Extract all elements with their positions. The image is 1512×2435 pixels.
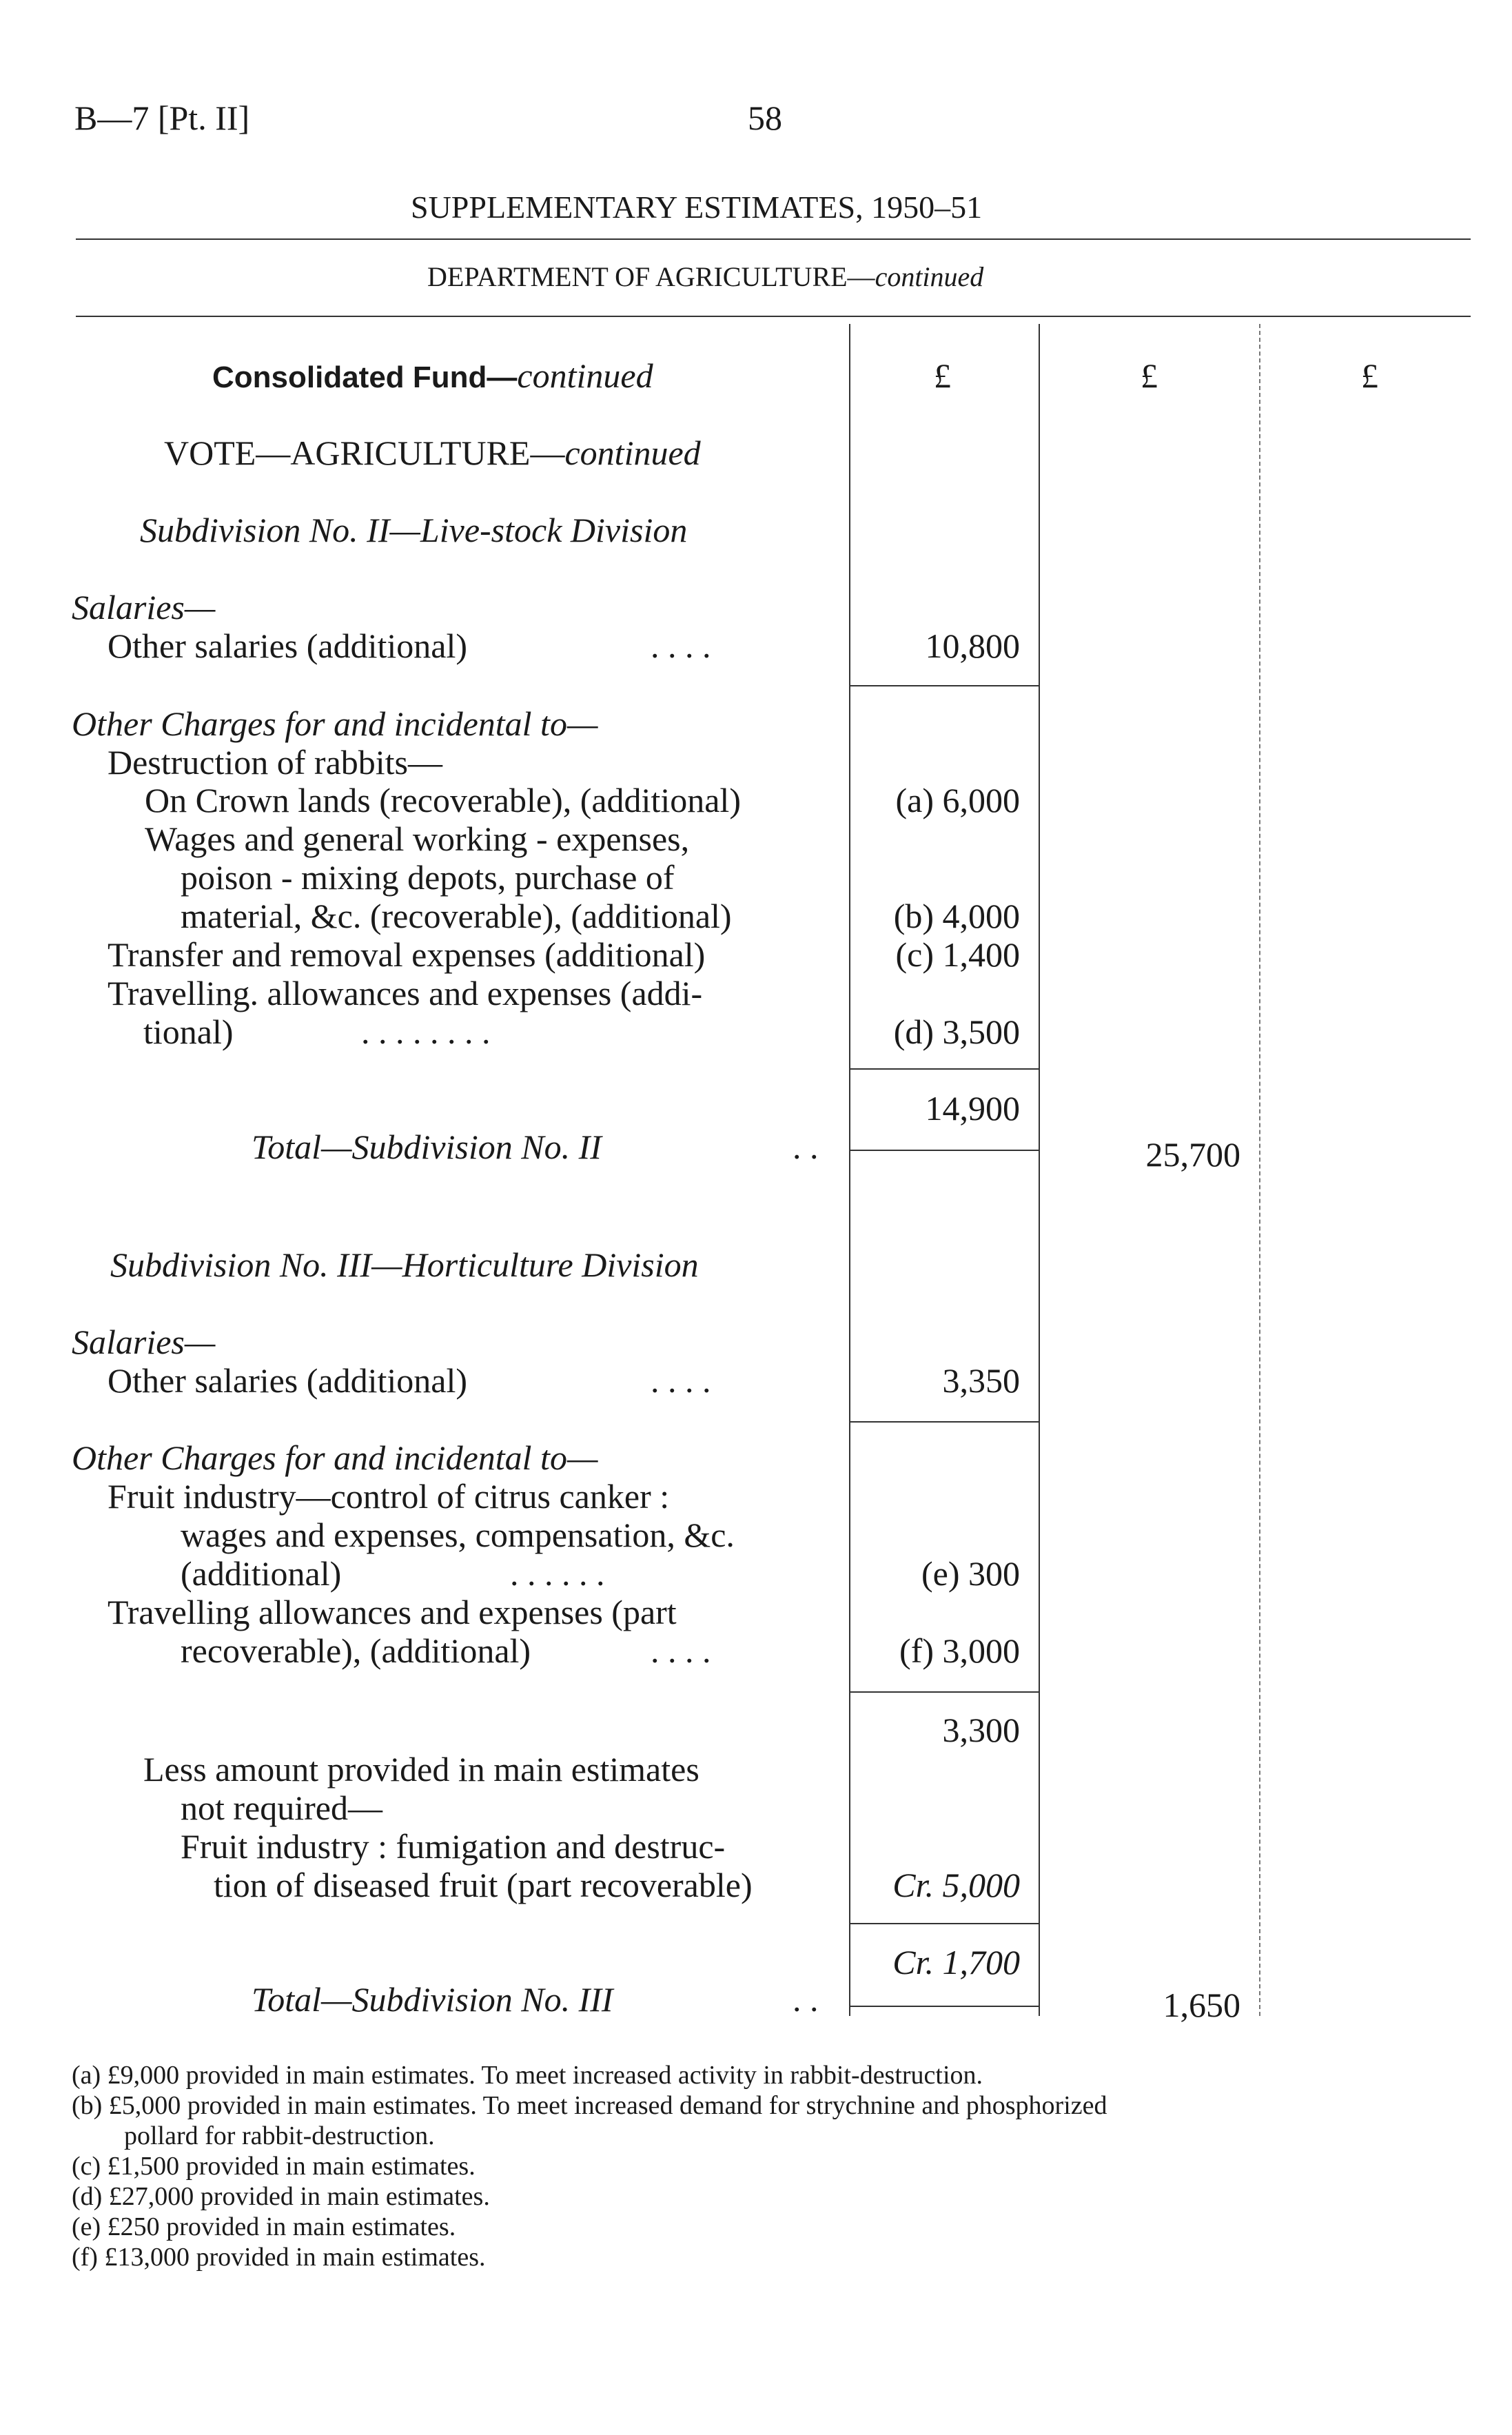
sub3-less-line1: Less amount provided in main estimates [143,1750,699,1789]
sub3-less-line2: not required— [181,1789,382,1827]
column-rule-3 [1259,324,1260,2016]
sub3-rule-2 [849,1691,1039,1693]
sub2-salaries-heading: Salaries— [72,588,216,626]
sub2-wages-line3: material, &c. (recoverable), (additional) [181,897,732,935]
sub2-wages-value: (b) 4,000 [893,897,1020,935]
sub2-crown-lands-value: (a) 6,000 [895,781,1020,819]
fund-heading: Consolidated Fund—continued [212,356,653,395]
footnote-b: (b) £5,000 provided in main estimates. To meet increased demand for strychnine and phosphorized [72,2091,1107,2120]
sub3-travel-line2: recoverable), (additional) [181,1631,531,1670]
sub3-less-line4: tion of diseased fruit (part recoverable) [214,1866,753,1904]
leader-dots: . . . . . . [510,1554,605,1593]
sub3-net-value: Cr. 1,700 [892,1943,1020,1981]
sub2-travel-line1: Travelling. allowances and expenses (addi- [108,974,703,1012]
page-title: SUPPLEMENTARY ESTIMATES, 1950–51 [411,190,983,225]
sub3-other-salaries-value: 3,350 [942,1361,1020,1400]
sub2-subtotal: 14,900 [925,1089,1020,1128]
sub2-total-label: Total—Subdivision No. II [252,1128,602,1166]
sub3-charges-heading: Other Charges for and incidental to— [72,1438,598,1477]
department-heading: DEPARTMENT OF AGRICULTURE—continued [427,261,984,292]
sub3-travel-line1: Travelling allowances and expenses (part [108,1593,677,1631]
footnote-b-cont: pollard for rabbit-destruction. [124,2121,435,2150]
sub2-wages-line2: poison - mixing depots, purchase of [181,858,675,897]
leader-dots: . . . . . . . . [361,1012,491,1051]
sub2-rule-2 [849,1068,1039,1070]
column-2-currency: £ [1141,356,1158,395]
sub2-travel-line2: tional) [143,1012,234,1051]
leader-dots: . . . . [651,1631,711,1670]
page-number: 58 [748,99,782,137]
leader-dots: . . . . [651,626,711,665]
sub2-rule-1 [849,685,1039,686]
footnote-e: (e) £250 provided in main estimates. [72,2212,456,2241]
sub3-total-value: 1,650 [1163,1986,1240,2024]
title-rule [76,238,1471,240]
sub3-rule-4 [849,2006,1039,2007]
sub3-other-salaries: Other salaries (additional) [108,1361,468,1400]
sub2-total-value: 25,700 [1145,1135,1240,1174]
sub3-less-value: Cr. 5,000 [892,1866,1020,1904]
department-rule [76,316,1471,317]
sub3-subtotal: 3,300 [942,1711,1020,1749]
column-rule-1 [849,324,850,2016]
sub2-crown-lands: On Crown lands (recoverable), (additional) [145,781,741,819]
sub3-travel-value: (f) 3,000 [899,1631,1020,1670]
footnote-d: (d) £27,000 provided in main estimates. [72,2182,490,2211]
sub2-other-salaries: Other salaries (additional) [108,626,468,665]
footnote-a: (a) £9,000 provided in main estimates. To meet increased activity in rabbit-destruction. [72,2061,983,2090]
footnote-c: (c) £1,500 provided in main estimates. [72,2152,476,2181]
sub2-destruction-heading: Destruction of rabbits— [108,743,443,782]
sub3-less-line3: Fruit industry : fumigation and destruc- [181,1827,726,1866]
sub3-salaries-heading: Salaries— [72,1323,216,1361]
footnote-f: (f) £13,000 provided in main estimates. [72,2243,486,2272]
sub3-fruit-line1: Fruit industry—control of citrus canker : [108,1477,670,1516]
sub3-fruit-value: (e) 300 [921,1554,1020,1593]
vote-heading: VOTE—AGRICULTURE—continued [164,434,701,472]
sub3-total-label: Total—Subdivision No. III [252,1980,613,2019]
sub3-rule-1 [849,1421,1039,1423]
subdivision-3-heading: Subdivision No. III—Horticulture Division [110,1245,699,1284]
leader-dots: . . [793,1128,819,1166]
sub2-wages-line1: Wages and general working - expenses, [145,819,690,858]
leader-dots: . . [793,1980,819,2019]
sub3-fruit-line2: wages and expenses, compensation, &c. [181,1516,735,1554]
sub2-other-salaries-value: 10,800 [925,626,1020,665]
sub2-charges-heading: Other Charges for and incidental to— [72,704,598,743]
sub2-rule-3 [849,1150,1039,1151]
leader-dots: . . . . [651,1361,711,1400]
sub3-rule-3 [849,1923,1039,1924]
sub2-transfer: Transfer and removal expenses (additional) [108,935,706,974]
column-rule-2 [1039,324,1040,2016]
column-1-currency: £ [934,356,951,395]
column-3-currency: £ [1361,356,1378,395]
sub2-transfer-value: (c) 1,400 [895,935,1020,974]
document-reference: B—7 [Pt. II] [74,99,250,137]
sub3-fruit-line3: (additional) [181,1554,342,1593]
sub2-travel-value: (d) 3,500 [893,1012,1020,1051]
subdivision-2-heading: Subdivision No. II—Live-stock Division [140,511,688,549]
